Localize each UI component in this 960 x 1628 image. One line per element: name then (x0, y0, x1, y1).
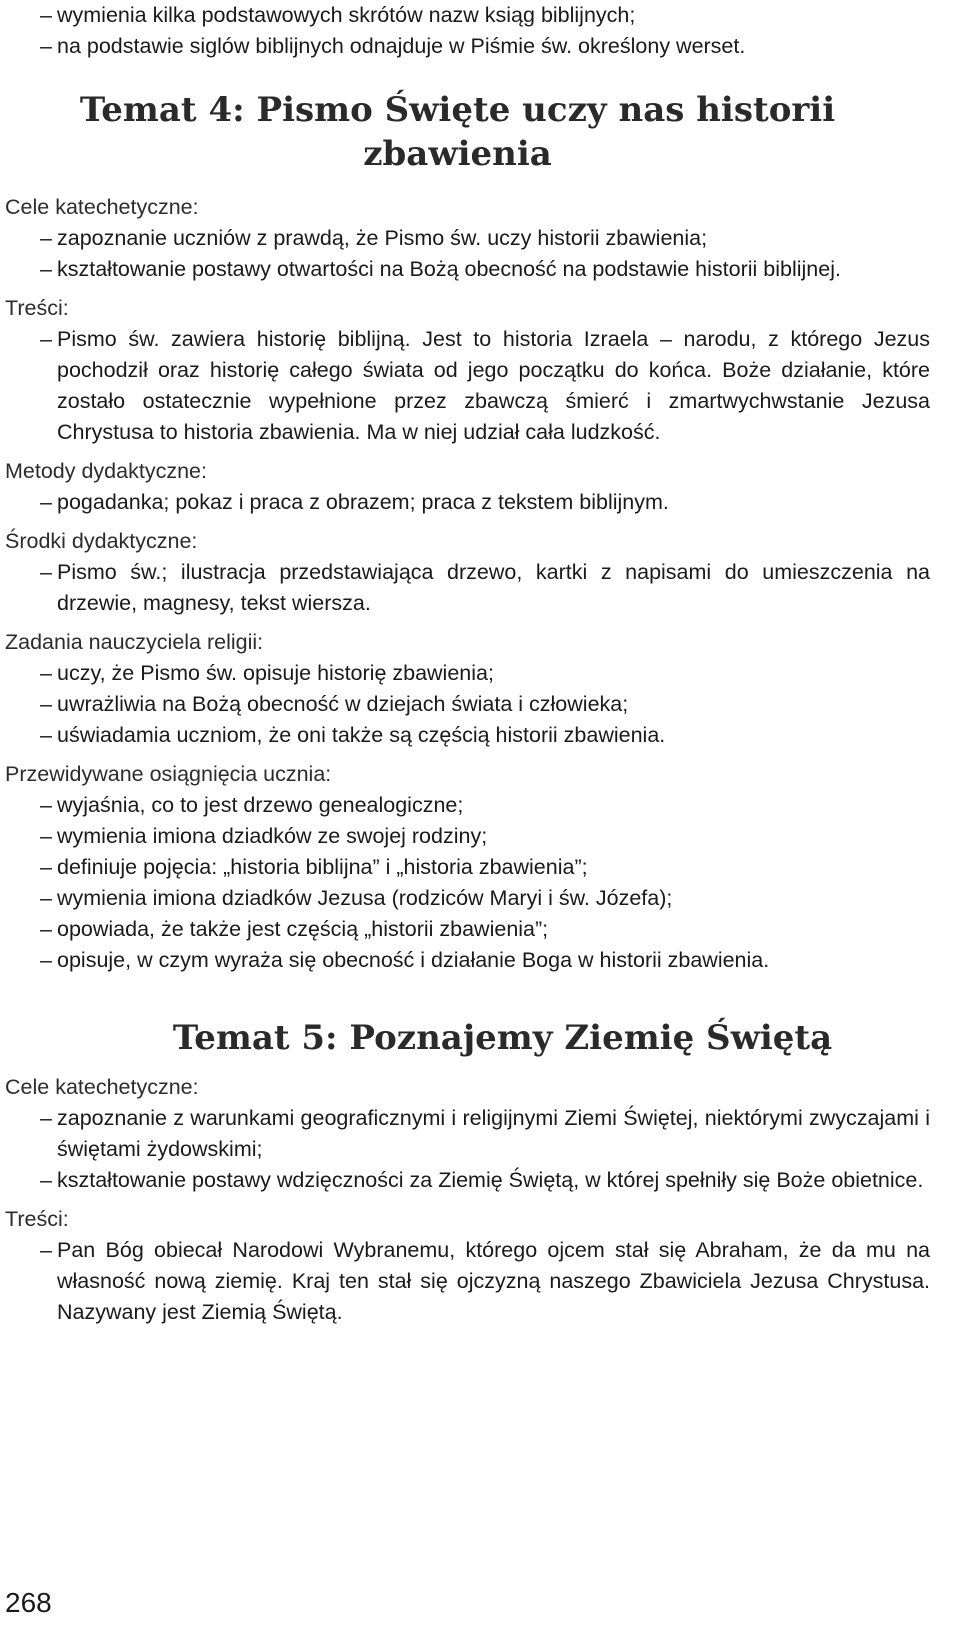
list-item (5, 1235, 930, 1328)
dash: – (40, 1238, 52, 1262)
list-item-text: opowiada, że także jest częścią „historii zbawienia”; (57, 917, 549, 941)
dash: – (40, 723, 52, 747)
list-item (5, 821, 930, 852)
dash: – (40, 886, 52, 910)
list-item (5, 487, 930, 518)
list-item (5, 254, 930, 285)
dash: – (40, 560, 52, 584)
list-item (5, 945, 930, 976)
section-heading: Treści: (5, 1207, 69, 1231)
dash: – (40, 3, 52, 27)
list-item (5, 790, 930, 821)
list-item-text: Pismo św. zawiera historię biblijną. Jest to historia Izraela – narodu, z którego Jezus pochodził oraz historię całego świata od jego początku do końca. Boże działanie, które zostało ostatecznie wypełnione przez zbawczą śmierć i zmartwychwstanie Jezusa Chrystusa to historia zbawienia. Ma w niej udział cała ludzkość. (57, 327, 930, 444)
dash: – (40, 1106, 52, 1130)
dash: – (40, 257, 52, 281)
list-item (5, 658, 930, 689)
list-item-text: wyjaśnia, co to jest drzewo genealogiczne; (57, 793, 464, 817)
section-heading: Zadania nauczyciela religii: (5, 630, 264, 654)
list-item-text: wymienia kilka podstawowych skrótów nazw ksiąg biblijnych; (57, 3, 636, 27)
list-item-text: uwrażliwia na Bożą obecność w dziejach świata i człowieka; (57, 692, 629, 716)
list-item (5, 0, 930, 31)
list-item-text: na podstawie siglów biblijnych odnajduje w Piśmie św. określony werset. (57, 34, 746, 58)
list-item-text: opisuje, w czym wyraża się obecność i działanie Boga w historii zbawienia. (57, 948, 770, 972)
section-heading: Treści: (5, 296, 69, 320)
list-item-text: Pan Bóg obiecał Narodowi Wybranemu, którego ojcem stał się Abraham, że da mu na własność nową ziemię. Kraj ten stał się ojczyzną naszego Zbawiciela Jezusa Chrystusa. Nazywany jest Ziemią Świętą. (57, 1238, 930, 1324)
list-item-text: zapoznanie z warunkami geograficznymi i religijnymi Ziemi Świętej, niektórymi zwyczajami i świętami żydowskimi; (57, 1106, 930, 1161)
list-item (5, 883, 930, 914)
list-item (5, 689, 930, 720)
dash: – (40, 34, 52, 58)
section-heading: Środki dydaktyczne: (5, 529, 198, 553)
section-title: Temat 4: Pismo Święte uczy nas historii zbawienia (79, 90, 836, 174)
dash: – (40, 226, 52, 250)
dash: – (40, 917, 52, 941)
section-heading: Metody dydaktyczne: (5, 459, 207, 483)
page-number: 268 (5, 1587, 52, 1618)
dash: – (40, 793, 52, 817)
intro-list (5, 0, 930, 62)
dash: – (40, 490, 52, 514)
list-item (5, 324, 930, 448)
dash: – (40, 692, 52, 716)
section-heading: Cele katechetyczne: (5, 195, 199, 219)
dash: – (40, 948, 52, 972)
list-item-text: uczy, że Pismo św. opisuje historię zbawienia; (57, 661, 494, 685)
list-item-text: pogadanka; pokaz i praca z obrazem; praca z tekstem biblijnym. (57, 490, 669, 514)
list-item-text: kształtowanie postawy otwartości na Bożą obecność na podstawie historii biblijnej. (57, 257, 841, 281)
section-heading: Przewidywane osiągnięcia ucznia: (5, 762, 332, 786)
list-item (5, 223, 930, 254)
list-item (5, 720, 930, 751)
dash: – (40, 824, 52, 848)
list-item-text: wymienia imiona dziadków ze swojej rodziny; (57, 824, 488, 848)
list-item (5, 557, 930, 619)
list-item-text: Pismo św.; ilustracja przedstawiająca drzewo, kartki z napisami do umieszczenia na drzewie, magnesy, tekst wiersza. (57, 560, 930, 615)
list-item (5, 852, 930, 883)
list-item-text: kształtowanie postawy wdzięczności za Ziemię Świętą, w której spełniły się Boże obietnice. (57, 1168, 924, 1192)
list-item (5, 1103, 930, 1165)
list-item-text: zapoznanie uczniów z prawdą, że Pismo św. uczy historii zbawienia; (57, 226, 708, 250)
list-item-text: wymienia imiona dziadków Jezusa (rodziców Maryi i św. Józefa); (57, 886, 673, 910)
dash: – (40, 327, 52, 351)
list-item-text: definiuje pojęcia: „historia biblijna” i „historia zbawienia”; (57, 855, 588, 879)
list-item (5, 31, 930, 62)
section-title: Temat 5: Poznajemy Ziemię Świętą (172, 1018, 833, 1058)
list-item (5, 914, 930, 945)
dash: – (40, 1168, 52, 1192)
section-heading: Cele katechetyczne: (5, 1075, 199, 1099)
list-item (5, 1165, 930, 1196)
list-item-text: uświadamia uczniom, że oni także są częścią historii zbawienia. (57, 723, 666, 747)
dash: – (40, 855, 52, 879)
dash: – (40, 661, 52, 685)
